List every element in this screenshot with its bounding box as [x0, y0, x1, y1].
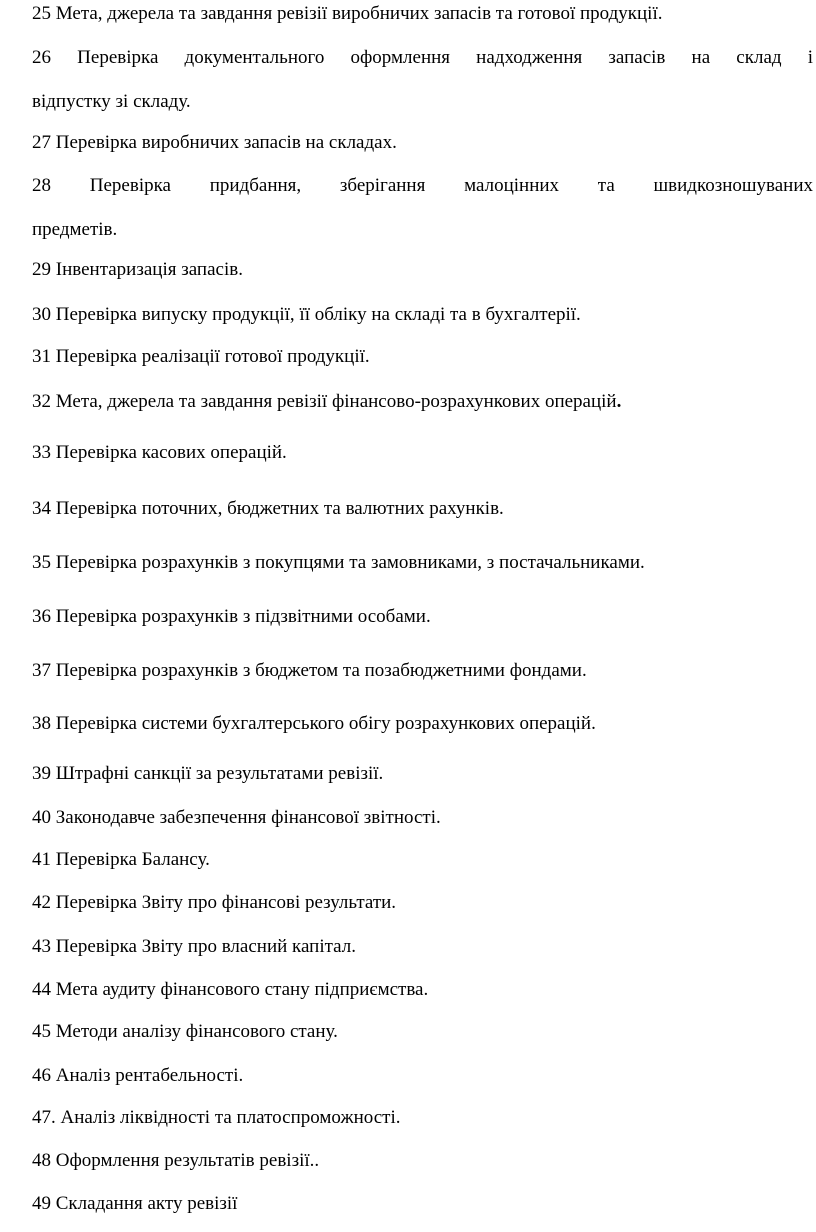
list-item	[32, 752, 813, 796]
item-text: 41 Перевірка Балансу.	[32, 849, 210, 870]
item-text: 45 Методи аналізу фінансового стану.	[32, 1021, 338, 1042]
item-text: 35 Перевірка розрахунків з покупцями та замовниками, з постачальниками.	[32, 552, 645, 573]
item-text: 27 Перевірка виробничих запасів на складах.	[32, 132, 397, 153]
item-text: 44 Мета аудиту фінансового стану підприємства.	[32, 979, 429, 1000]
item-text-period: .	[616, 391, 622, 412]
list-item	[32, 881, 813, 925]
list-item	[32, 1096, 813, 1140]
item-text: 34 Перевірка поточних, бюджетних та валютних рахунків.	[32, 498, 504, 519]
list-item	[32, 431, 813, 475]
item-text: 39 Штрафні санкції за результатами ревізії.	[32, 763, 384, 784]
list-item	[32, 0, 813, 36]
item-text: 31 Перевірка реалізації готової продукції.	[32, 346, 370, 367]
item-text: 36 Перевірка розрахунків з підзвітними особами.	[32, 606, 431, 627]
item-text: 47. Аналіз ліквідності та платоспроможності.	[32, 1107, 401, 1128]
list-item	[32, 293, 813, 337]
item-text: 43 Перевірка Звіту про власний капітал.	[32, 936, 356, 957]
list-item	[32, 649, 813, 693]
item-text: 40 Законодавче забезпечення фінансової звітності.	[32, 807, 441, 828]
item-text: 32 Мета, джерела та завдання ревізії фінансово-розрахункових операцій	[32, 391, 617, 412]
item-text: 25 Мета, джерела та завдання ревізії виробничих запасів та готової продукції.	[32, 3, 663, 24]
item-text: 46 Аналіз рентабельності.	[32, 1065, 244, 1086]
list-item	[32, 248, 813, 292]
list-item	[32, 968, 813, 1012]
item-text: 48 Оформлення результатів ревізії..	[32, 1150, 320, 1171]
list-item	[32, 487, 813, 531]
list-item	[32, 36, 813, 124]
list-item	[32, 335, 813, 379]
item-text: 30 Перевірка випуску продукції, її обліку на складі та в бухгалтерії.	[32, 304, 581, 325]
list-item	[32, 164, 813, 252]
item-text: 37 Перевірка розрахунків з бюджетом та позабюджетними фондами.	[32, 660, 587, 681]
list-item	[32, 702, 813, 746]
list-item	[32, 595, 813, 639]
list-item	[32, 1139, 813, 1183]
list-item	[32, 380, 813, 424]
item-text: 49 Складання акту ревізії	[32, 1193, 238, 1214]
list-item	[32, 1010, 813, 1054]
item-text: 26 Перевірка документального оформлення надходження запасів на склад і	[32, 47, 813, 68]
item-text: 29 Інвентаризація запасів.	[32, 259, 243, 280]
list-item	[32, 1054, 813, 1098]
item-text: 42 Перевірка Звіту про фінансові результати.	[32, 892, 397, 913]
item-text: 28 Перевірка придбання, зберігання малоцінних та швидкозношуваних	[32, 175, 813, 196]
item-text: 33 Перевірка касових операцій.	[32, 442, 287, 463]
item-text: 38 Перевірка системи бухгалтерського обігу розрахункових операцій.	[32, 713, 596, 734]
list-item	[32, 541, 813, 585]
list-item	[32, 121, 813, 165]
list-item	[32, 796, 813, 840]
item-text-continued: відпустку зі складу.	[32, 91, 191, 112]
list-item	[32, 838, 813, 882]
list-item	[32, 1182, 813, 1226]
item-text-continued: предметів.	[32, 219, 118, 240]
list-item	[32, 925, 813, 969]
